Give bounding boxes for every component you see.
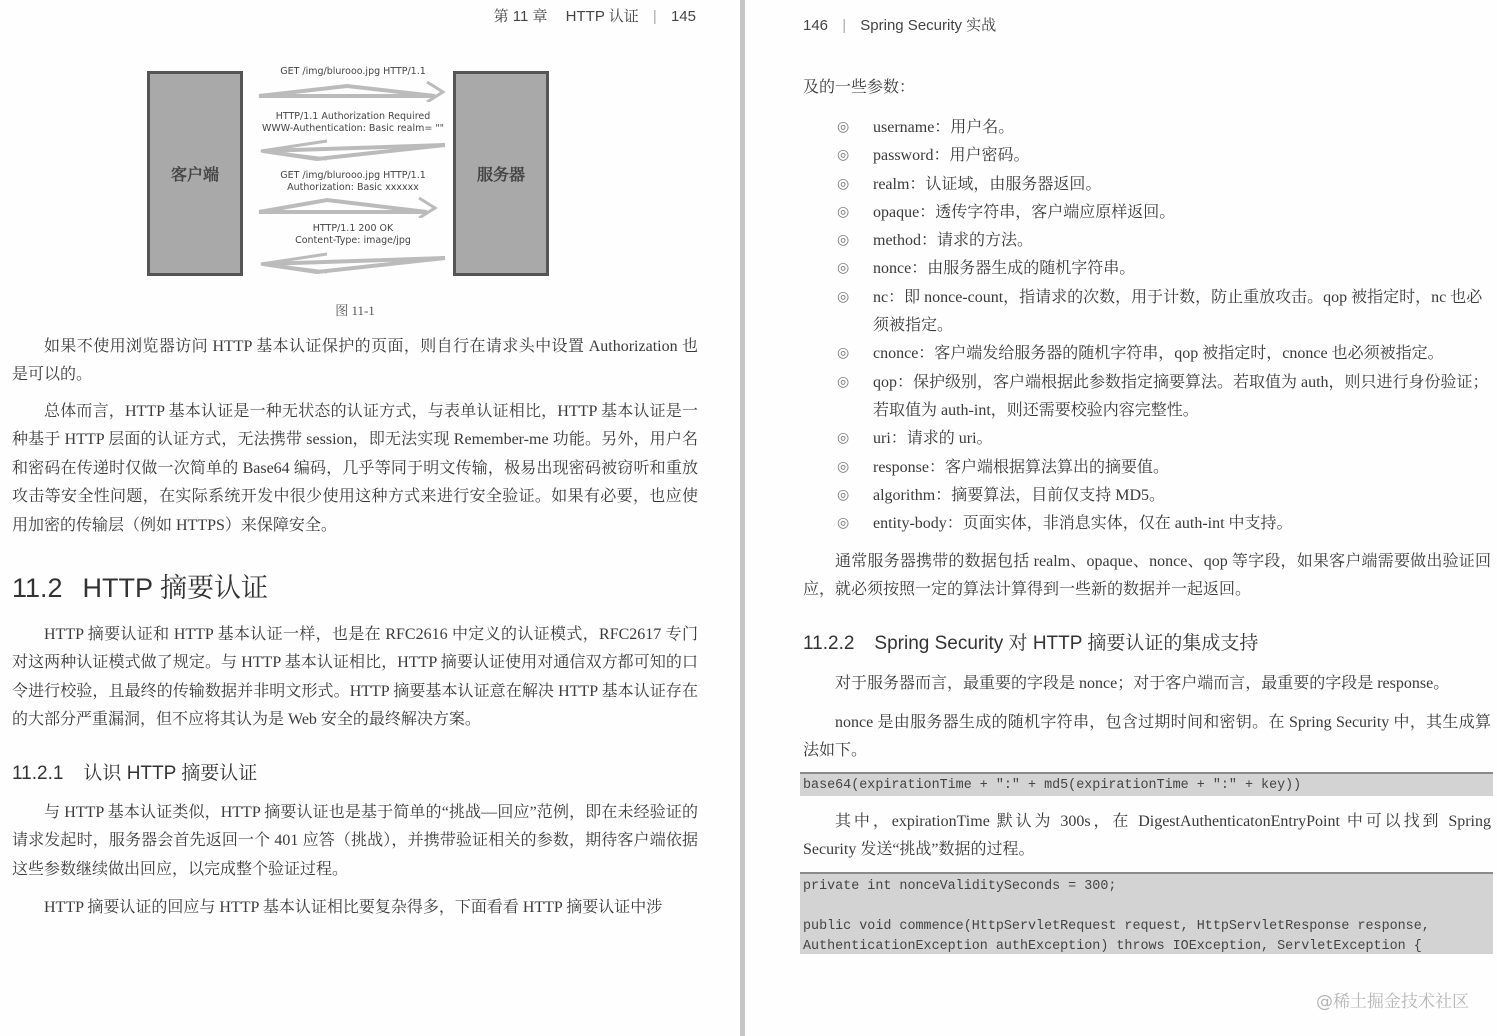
running-head-left (494, 5, 696, 26)
subsection-number: 11.2.1 (12, 763, 64, 784)
code-block (800, 872, 1493, 954)
paragraph: HTTP 摘要认证的回应与 HTTP 基本认证相比要复杂得多，下面看看 HTTP 摘要认证中涉 (44, 899, 663, 916)
parameter-text: entity-body：页面实体，非消息实体，仅在 auth-int 中支持。 (873, 515, 1293, 533)
section-number: 11.2 (12, 573, 63, 603)
parameter-list-item (835, 369, 1490, 426)
message-2 (253, 111, 453, 135)
paragraph: nonce 是由服务器生成的随机字符串，包含过期时间和密钥。在 Spring Security 中，其生成算法如下。 (803, 714, 1491, 760)
parameter-text: opaque：透传字符串，客户端应原样返回。 (873, 203, 1176, 221)
parameter-list-item (835, 227, 1490, 255)
message-1 (253, 66, 453, 78)
arrow-right-icon (257, 196, 447, 218)
arrow-left-icon (257, 252, 447, 274)
left-page (0, 0, 740, 1036)
parameter-list (835, 114, 1490, 538)
subsection-number: 11.2.2 (803, 633, 855, 654)
bullet-icon: ◎ (837, 289, 850, 305)
server-label: 服务器 (476, 165, 525, 184)
code-line: private int nonceValiditySeconds = 300; (803, 879, 1117, 894)
parameter-list-item (835, 199, 1490, 227)
message-3 (253, 170, 453, 194)
parameter-text: response：客户端根据算法算出的摘要值。 (873, 458, 1169, 476)
parameter-list-item (835, 340, 1490, 368)
paragraph: 对于服务器而言，最重要的字段是 nonce；对于客户端而言，最重要的字段是 response。 (835, 675, 1450, 692)
section-title: HTTP 摘要认证 (82, 573, 269, 603)
page-number: 145 (670, 8, 696, 25)
client-box (147, 71, 243, 276)
book-title: Spring Security 实战 (860, 17, 997, 34)
code-line (803, 897, 1490, 917)
paragraph: 其中，expirationTime 默认为 300s，在 DigestAuthenticatonEntryPoint 中可以找到 Spring Security 发送“挑战”数据的过程。 (803, 813, 1491, 859)
code-line: public void commence(HttpServletRequest request, HttpServletResponse response, (803, 919, 1430, 934)
message-line: HTTP/1.1 200 OK (312, 223, 394, 234)
bullet-icon: ◎ (837, 204, 850, 220)
bullet-icon: ◎ (837, 431, 850, 447)
paragraph: 如果不使用浏览器访问 HTTP 基本认证保护的页面，则自行在请求头中设置 Authorization 也是可以的。 (12, 338, 698, 384)
message-line: Authorization: Basic xxxxxx (287, 182, 419, 193)
message-4 (253, 223, 453, 247)
subsection-heading (803, 628, 1258, 655)
right-page (745, 0, 1497, 1036)
bullet-icon: ◎ (837, 346, 850, 362)
parameter-text: algorithm：摘要算法，目前仅支持 MD5。 (873, 486, 1165, 504)
head-separator: | (842, 17, 847, 34)
parameter-list-item (835, 425, 1490, 453)
subsection-title: Spring Security 对 HTTP 摘要认证的集成支持 (874, 633, 1259, 654)
intro-text: 及的一些参数： (803, 79, 916, 96)
parameter-list-item (835, 255, 1490, 283)
bullet-icon: ◎ (837, 459, 850, 475)
parameter-text: username：用户名。 (873, 119, 1015, 136)
paragraph: 总体而言，HTTP 基本认证是一种无状态的认证方式，与表单认证相比，HTTP 基本认证是一种基于 HTTP 层面的认证方式，无法携带 session，即无法实现 Remember-me 功能。另外，用户名和密码在传递时仅做一次简单的 Base64 编码，几乎等同于明文传输，极易出现密码被窃听和重放攻击等安全性问题，在实际系统开发中很少使用这种方式来进行安全验证。如果有必要，也应使用加密的传输层（例如 HTTPS）来保障安全。 (12, 403, 698, 534)
subsection-title: 认识 HTTP 摘要认证 (83, 763, 258, 784)
running-head-right (803, 14, 996, 35)
subsection-heading (12, 758, 257, 785)
parameter-text: method：请求的方法。 (873, 232, 1033, 250)
code-line: AuthenticationException authException) throws IOException, ServletException { (803, 939, 1422, 954)
bullet-icon: ◎ (837, 120, 850, 135)
message-line: HTTP/1.1 Authorization Required (275, 111, 431, 122)
page-number: 146 (803, 17, 829, 34)
parameter-text: password：用户密码。 (873, 147, 1030, 165)
paragraph: 与 HTTP 基本认证类似，HTTP 摘要认证也是基于简单的“挑战—回应”范例，即在未经验证的请求发起时，服务器会首先返回一个 401 应答（挑战），并携带验证相关的参数，期待客户端依据这些参数继续做出回应，以完成整个验证过程。 (12, 804, 698, 878)
parameter-text: nonce：由服务器生成的随机字符串。 (873, 260, 1136, 278)
bullet-icon: ◎ (837, 233, 850, 249)
bullet-icon: ◎ (837, 374, 850, 390)
bullet-icon: ◎ (837, 176, 850, 192)
parameter-list-item (835, 482, 1490, 510)
message-line: Content-Type: image/jpg (295, 235, 411, 246)
head-separator: | (652, 8, 657, 25)
bullet-icon: ◎ (837, 516, 850, 532)
bullet-icon: ◎ (837, 261, 850, 277)
chapter-label: 第 11 章 (493, 8, 548, 25)
watermark: @稀土掘金技术社区 (1316, 992, 1469, 1012)
parameter-text: cnonce：客户端发给服务器的随机字符串，qop 被指定时，cnonce 也必须被指定。 (873, 345, 1444, 363)
message-line: GET /img/blurooo.jpg HTTP/1.1 (280, 170, 426, 181)
server-box (453, 71, 549, 276)
message-line: GET /img/blurooo.jpg HTTP/1.1 (280, 66, 426, 77)
parameter-list-item (835, 510, 1490, 538)
message-line: WWW-Authentication: Basic realm= "" (261, 123, 445, 134)
parameter-list-item (835, 114, 1490, 142)
bullet-icon: ◎ (837, 148, 850, 164)
parameter-text: realm：认证域，由服务器返回。 (873, 175, 1102, 193)
arrow-right-icon (257, 80, 447, 102)
paragraph: 通常服务器携带的数据包括 realm、opaque、nonce、qop 等字段，如果客户端需要做出验证回应，就必须按照一定的算法计算得到一些新的数据并一起返回。 (803, 553, 1491, 599)
code-block: base64(expirationTime + ":" + md5(expirationTime + ":" + key)) (800, 772, 1493, 796)
chapter-title: HTTP 认证 (565, 8, 639, 25)
parameter-list-item (835, 454, 1490, 482)
arrow-left-icon (257, 139, 447, 161)
paragraph: HTTP 摘要认证和 HTTP 基本认证一样，也是在 RFC2616 中定义的认证模式，RFC2617 专门对这两种认证模式做了规定。与 HTTP 基本认证相比，HTTP 摘要认证使用对通信双方都可知的口令进行校验，且最终的传输数据并非明文形式。HTTP 摘要基本认证意在解决 HTTP 基本认证存在的大部分严重漏洞，但不应将其认为是 Web 安全的最终解决方案。 (12, 626, 698, 729)
parameter-text: nc：即 nonce-count，指请求的次数，用于计数，防止重放攻击。qop 被指定时，nc 也必须被指定。 (873, 288, 1483, 335)
parameter-text: qop：保护级别，客户端根据此参数指定摘要算法。若取值为 auth，则只进行身份验证；若取值为 auth-int，则还需要校验内容完整性。 (873, 373, 1489, 419)
figure-caption: 图 11-1 (335, 303, 375, 318)
parameter-list-item (835, 284, 1490, 341)
parameter-list-item (835, 171, 1490, 199)
bullet-icon: ◎ (837, 487, 850, 503)
parameter-list-item (835, 142, 1490, 170)
figure-http-basic-auth (145, 66, 560, 281)
client-label: 客户端 (170, 165, 219, 184)
parameter-text: uri：请求的 uri。 (873, 430, 993, 448)
section-heading (12, 566, 268, 605)
